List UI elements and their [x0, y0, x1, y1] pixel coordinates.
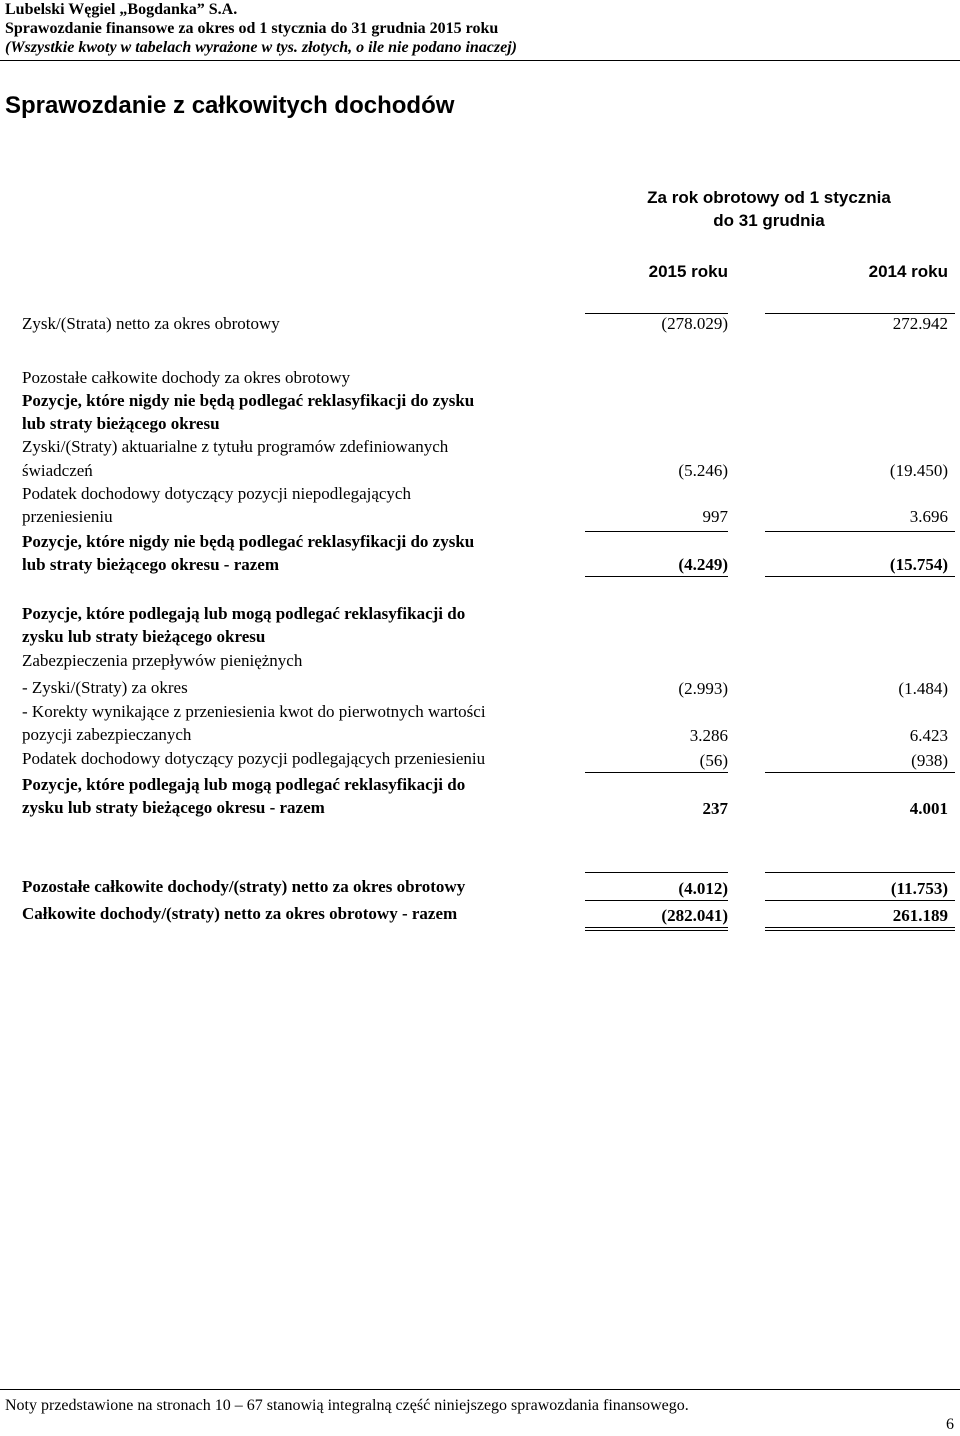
tax-reclass-label: Podatek dochodowy dotyczący pozycji podlegających przeniesieniu [22, 749, 486, 768]
report-period: Sprawozdanie finansowe za okres od 1 stycznia do 31 grudnia 2015 roku [5, 20, 499, 37]
reclass-total-label-line-2: zysku lub straty bieżącego okresu - razem [22, 798, 325, 817]
oci-net-bottom-rule-2015 [585, 900, 728, 901]
oci-net-2015: (4.012) [678, 879, 728, 898]
hedge-adjust-2015: 3.286 [689, 726, 728, 745]
oci-header: Pozostałe całkowite dochody za okres obrotowy [22, 368, 351, 387]
header-divider [0, 60, 960, 61]
total-ci-double-rule-2014 [765, 930, 955, 931]
footer-divider [0, 1389, 960, 1390]
nonreclass-total-label-line-1: Pozycje, które nigdy nie będą podlegać reklasyfikacji do zysku [22, 532, 475, 551]
tax-nonreclass-2014: 3.696 [909, 507, 948, 526]
column-2014: 2014 roku [868, 262, 948, 281]
oci-net-2014: (11.753) [890, 879, 948, 898]
period-line-1: Za rok obrotowy od 1 stycznia [647, 188, 891, 207]
oci-net-bottom-rule-2014 [765, 900, 955, 901]
nonreclass-header-line-2: lub straty bieżącego okresu [22, 414, 220, 433]
net-profit-2014: 272.942 [892, 314, 948, 333]
nonreclass-total-rule-2015 [585, 576, 728, 577]
hedge-header: Zabezpieczenia przepływów pieniężnych [22, 651, 303, 670]
tax-nonreclass-2015: 997 [702, 507, 728, 526]
nonreclass-total-rule-2014 [765, 576, 955, 577]
nonreclass-total-label-line-2: lub straty bieżącego okresu - razem [22, 555, 279, 574]
total-ci-rule-2014 [765, 927, 955, 928]
hedge-gains-2015: (2.993) [678, 679, 728, 698]
tax-reclass-2014: (938) [911, 751, 948, 770]
period-line-2: do 31 grudnia [713, 211, 825, 230]
reclass-total-2014: 4.001 [909, 799, 948, 818]
nonreclass-rule-2015 [585, 531, 728, 532]
reclass-total-2015: 237 [702, 799, 728, 818]
footer-note: Noty przedstawione na stronach 10 – 67 stanowią integralną część niniejszego sprawozdania finansowego. [5, 1397, 689, 1414]
column-2015: 2015 roku [648, 262, 728, 281]
net-profit-2015: (278.029) [661, 314, 728, 333]
total-ci-rule-2015 [585, 927, 728, 928]
hedge-gains-label: - Zyski/(Straty) za okres [22, 678, 188, 697]
nonreclass-total-2015: (4.249) [678, 555, 728, 574]
actuarial-2014: (19.450) [889, 461, 948, 480]
actuarial-2015: (5.246) [678, 461, 728, 480]
total-ci-label: Całkowite dochody/(straty) netto za okres obrotowy - razem [22, 904, 458, 923]
period-header [600, 186, 938, 232]
reclass-rule-2015 [585, 772, 728, 773]
nonreclass-rule-2014 [765, 531, 955, 532]
tax-reclass-2015: (56) [699, 751, 728, 770]
reclass-header-line-2: zysku lub straty bieżącego okresu [22, 627, 266, 646]
company-name: Lubelski Węgiel „Bogdanka” S.A. [5, 1, 238, 18]
hedge-adjust-label-line-2: pozycji zabezpieczanych [22, 725, 192, 744]
hedge-gains-2014: (1.484) [898, 679, 948, 698]
hedge-adjust-2014: 6.423 [909, 726, 948, 745]
actuarial-label-line-2: świadczeń [22, 461, 93, 480]
tax-nonreclass-label-line-1: Podatek dochodowy dotyczący pozycji niepodlegających [22, 484, 411, 503]
page-number: 6 [946, 1416, 954, 1433]
page-title: Sprawozdanie z całkowitych dochodów [5, 92, 455, 119]
total-ci-double-rule-2015 [585, 930, 728, 931]
total-ci-2014: 261.189 [892, 906, 948, 925]
reclass-total-label-line-1: Pozycje, które podlegają lub mogą podlegać reklasyfikacji do [22, 775, 466, 794]
nonreclass-header-line-1: Pozycje, które nigdy nie będą podlegać reklasyfikacji do zysku [22, 391, 475, 410]
document-header [5, 0, 958, 57]
hedge-adjust-label-line-1: - Korekty wynikające z przeniesienia kwot do pierwotnych wartości [22, 702, 486, 721]
amounts-note: (Wszystkie kwoty w tabelach wyrażone w tys. złotych, o ile nie podano inaczej) [5, 39, 517, 56]
actuarial-label-line-1: Zyski/(Straty) aktuarialne z tytułu programów zdefiniowanych [22, 437, 449, 456]
oci-net-rule-2015 [585, 872, 728, 873]
oci-net-label: Pozostałe całkowite dochody/(straty) netto za okres obrotowy [22, 877, 466, 896]
reclass-rule-2014 [765, 772, 955, 773]
total-ci-2015: (282.041) [661, 906, 728, 925]
reclass-header-line-1: Pozycje, które podlegają lub mogą podlegać reklasyfikacji do [22, 604, 466, 623]
tax-nonreclass-label-line-2: przeniesieniu [22, 507, 113, 526]
net-profit-label: Zysk/(Strata) netto za okres obrotowy [22, 314, 280, 333]
nonreclass-total-2014: (15.754) [889, 555, 948, 574]
oci-net-rule-2014 [765, 872, 955, 873]
